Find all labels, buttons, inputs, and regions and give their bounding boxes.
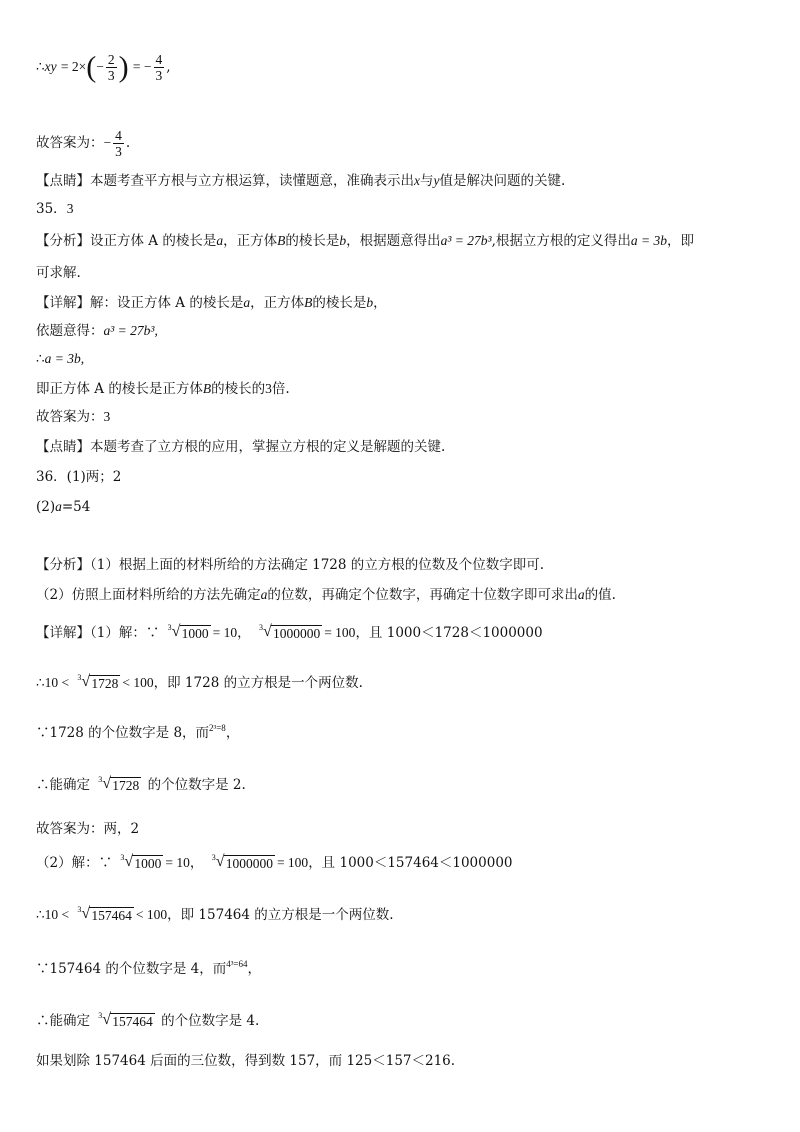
comment-line-1: 【点睛】本题考查平方根与立方根运算，读懂题意，准确表示出x与y值是解决问题的关键. bbox=[36, 173, 566, 189]
detail-36-roots-2: （2）解：∵ 3 √ 1000 = 10， 3 √ 1000000 = 100，且 1000＜157464＜1000000 bbox=[36, 852, 513, 871]
units-digit-1728: ∵1728 的个位数字是 8，而$^{2^3=8}$， bbox=[36, 723, 240, 741]
conclude-157464: ∴能确定 3 √ 157464 的个位数字是 4. bbox=[36, 1010, 260, 1029]
conclusion-35: 即正方体 A 的棱长是正方体B的棱长的3倍. bbox=[36, 381, 290, 397]
units-digit-157464: ∵157464 的个位数字是 4，而$^{4^3=64}$， bbox=[36, 959, 261, 977]
answer-36-1: 故答案为：两，2 bbox=[36, 821, 140, 837]
inequality-1728: ∴10 < 3 √ 1728 < 100，即 1728 的立方根是一个两位数. bbox=[36, 672, 363, 691]
equation-xy: ∴xy = 2×(− $\frac{2}{3}$ ) = − $\frac{4}{3}$ , bbox=[36, 50, 171, 84]
analysis-35: 【分析】设正方体 A 的棱长是a，正方体B的棱长是b，根据题意得出a³ = 27b³,根据立方根的定义得出a = 3b，即 bbox=[36, 233, 694, 249]
cube-root-1000-b: 3 √ 1000 bbox=[120, 852, 162, 871]
answer-line-1: 故答案为：− $\frac{4}{3}$ . bbox=[36, 128, 131, 159]
answer-35: 故答案为：3 bbox=[36, 409, 111, 425]
analysis-36-1: 【分析】（1）根据上面的材料所给的方法确定 1728 的立方根的位数及个位数字即可. bbox=[36, 557, 545, 573]
cube-root-1728: 3 √ 1728 bbox=[77, 672, 119, 691]
analysis-36-2: （2）仿照上面材料所给的方法先确定a的位数，再确定个位数字，再确定十位数字即可求出a的值. bbox=[36, 587, 616, 603]
cube-root-157464: 3 √ 157464 bbox=[77, 904, 132, 923]
cube-root-1000000: 3 √ 1000000 bbox=[258, 622, 321, 641]
cube-root-1000: 3 √ 1000 bbox=[167, 622, 209, 641]
equation-cube: 依题意得：a³ = 27b³, bbox=[36, 323, 158, 339]
conclude-1728: ∴能确定 3 √ 1728 的个位数字是 2. bbox=[36, 774, 246, 793]
equation-a3b: ∴a = 3b, bbox=[36, 351, 85, 367]
cube-root-1000000-b: 3 √ 1000000 bbox=[211, 852, 273, 871]
comment-35: 【点睛】本题考查了立方根的应用，掌握立方根的定义是解题的关键. bbox=[36, 439, 446, 455]
question-35-header: 35．3 bbox=[36, 201, 74, 217]
analysis-35-cont: 可求解. bbox=[36, 265, 81, 281]
strike-three-digits: 如果划除 157464 后面的三位数，得到数 157，而 125＜157＜216. bbox=[36, 1053, 456, 1069]
inequality-157464: ∴10 < 3 √ 157464 < 100，即 157464 的立方根是一个两位数. bbox=[36, 904, 394, 923]
question-36-part1: 36．(1)两；2 bbox=[36, 469, 122, 485]
detail-35: 【详解】解：设正方体 A 的棱长是a，正方体B的棱长是b， bbox=[36, 295, 387, 311]
cube-root-157464-b: 3 √ 157464 bbox=[98, 1010, 153, 1029]
detail-36-roots-1: 【详解】（1）解：∵ 3 √ 1000 = 10， 3 √ 1000000 = 100，且 1000＜1728＜1000000 bbox=[36, 622, 543, 641]
question-36-part2: (2)a=54 bbox=[36, 499, 91, 515]
cube-root-1728-b: 3 √ 1728 bbox=[98, 774, 140, 793]
